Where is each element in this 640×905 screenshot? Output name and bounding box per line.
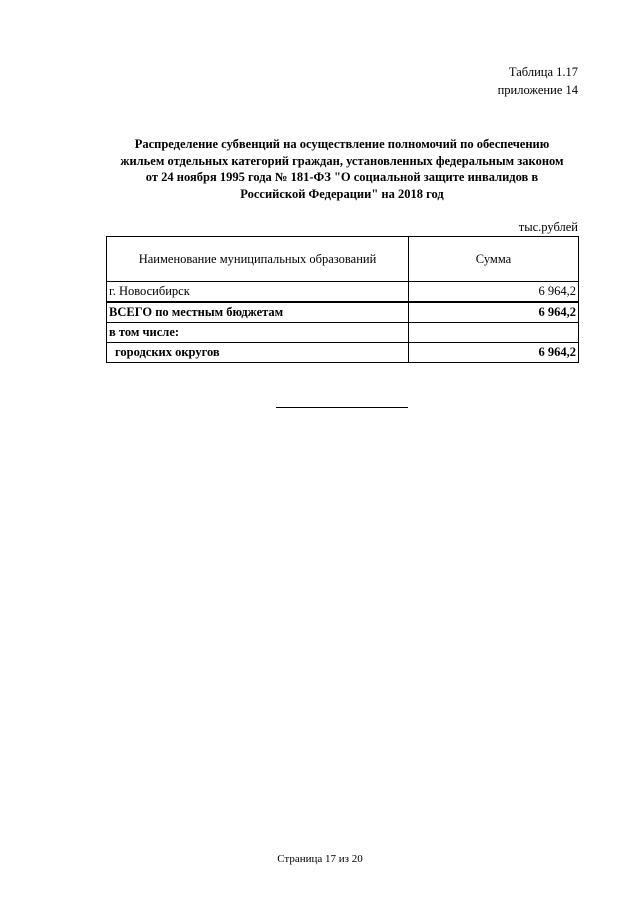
- header-reference: [498, 63, 578, 99]
- document-title: [106, 136, 578, 202]
- title-line: жильем отдельных категорий граждан, установленных федеральным законом: [120, 153, 564, 168]
- row-name: ВСЕГО по местным бюджетам: [107, 302, 409, 323]
- row-amount: 6 964,2: [409, 302, 579, 323]
- table-row-total: [107, 302, 579, 323]
- units-label: тыс.рублей: [518, 220, 578, 234]
- appendix-number: приложение 14: [497, 83, 578, 97]
- column-header-name: Наименование муниципальных образований: [107, 237, 409, 282]
- column-header-amount: Сумма: [409, 237, 579, 282]
- title-line: от 24 ноября 1995 года № 181-ФЗ "О социальной защите инвалидов в: [145, 170, 539, 184]
- row-name: городских округов: [107, 343, 409, 363]
- subvention-table: [106, 236, 579, 363]
- table-row: [107, 282, 579, 303]
- end-divider: [276, 407, 408, 408]
- row-name: в том числе:: [107, 323, 409, 343]
- row-amount: [409, 323, 579, 343]
- page-footer: Страница 17 из 20: [277, 853, 363, 865]
- table-number: Таблица 1.17: [508, 65, 578, 79]
- row-amount: 6 964,2: [409, 343, 579, 363]
- title-line: Российской Федерации" на 2018 год: [240, 186, 444, 201]
- table-header-row: [107, 237, 579, 282]
- table-row: [107, 323, 579, 343]
- row-name: г. Новосибирск: [107, 282, 409, 303]
- table-row: [107, 343, 579, 363]
- title-line: Распределение субвенций на осуществление полномочий по обеспечению: [134, 137, 550, 151]
- row-amount: 6 964,2: [409, 282, 579, 303]
